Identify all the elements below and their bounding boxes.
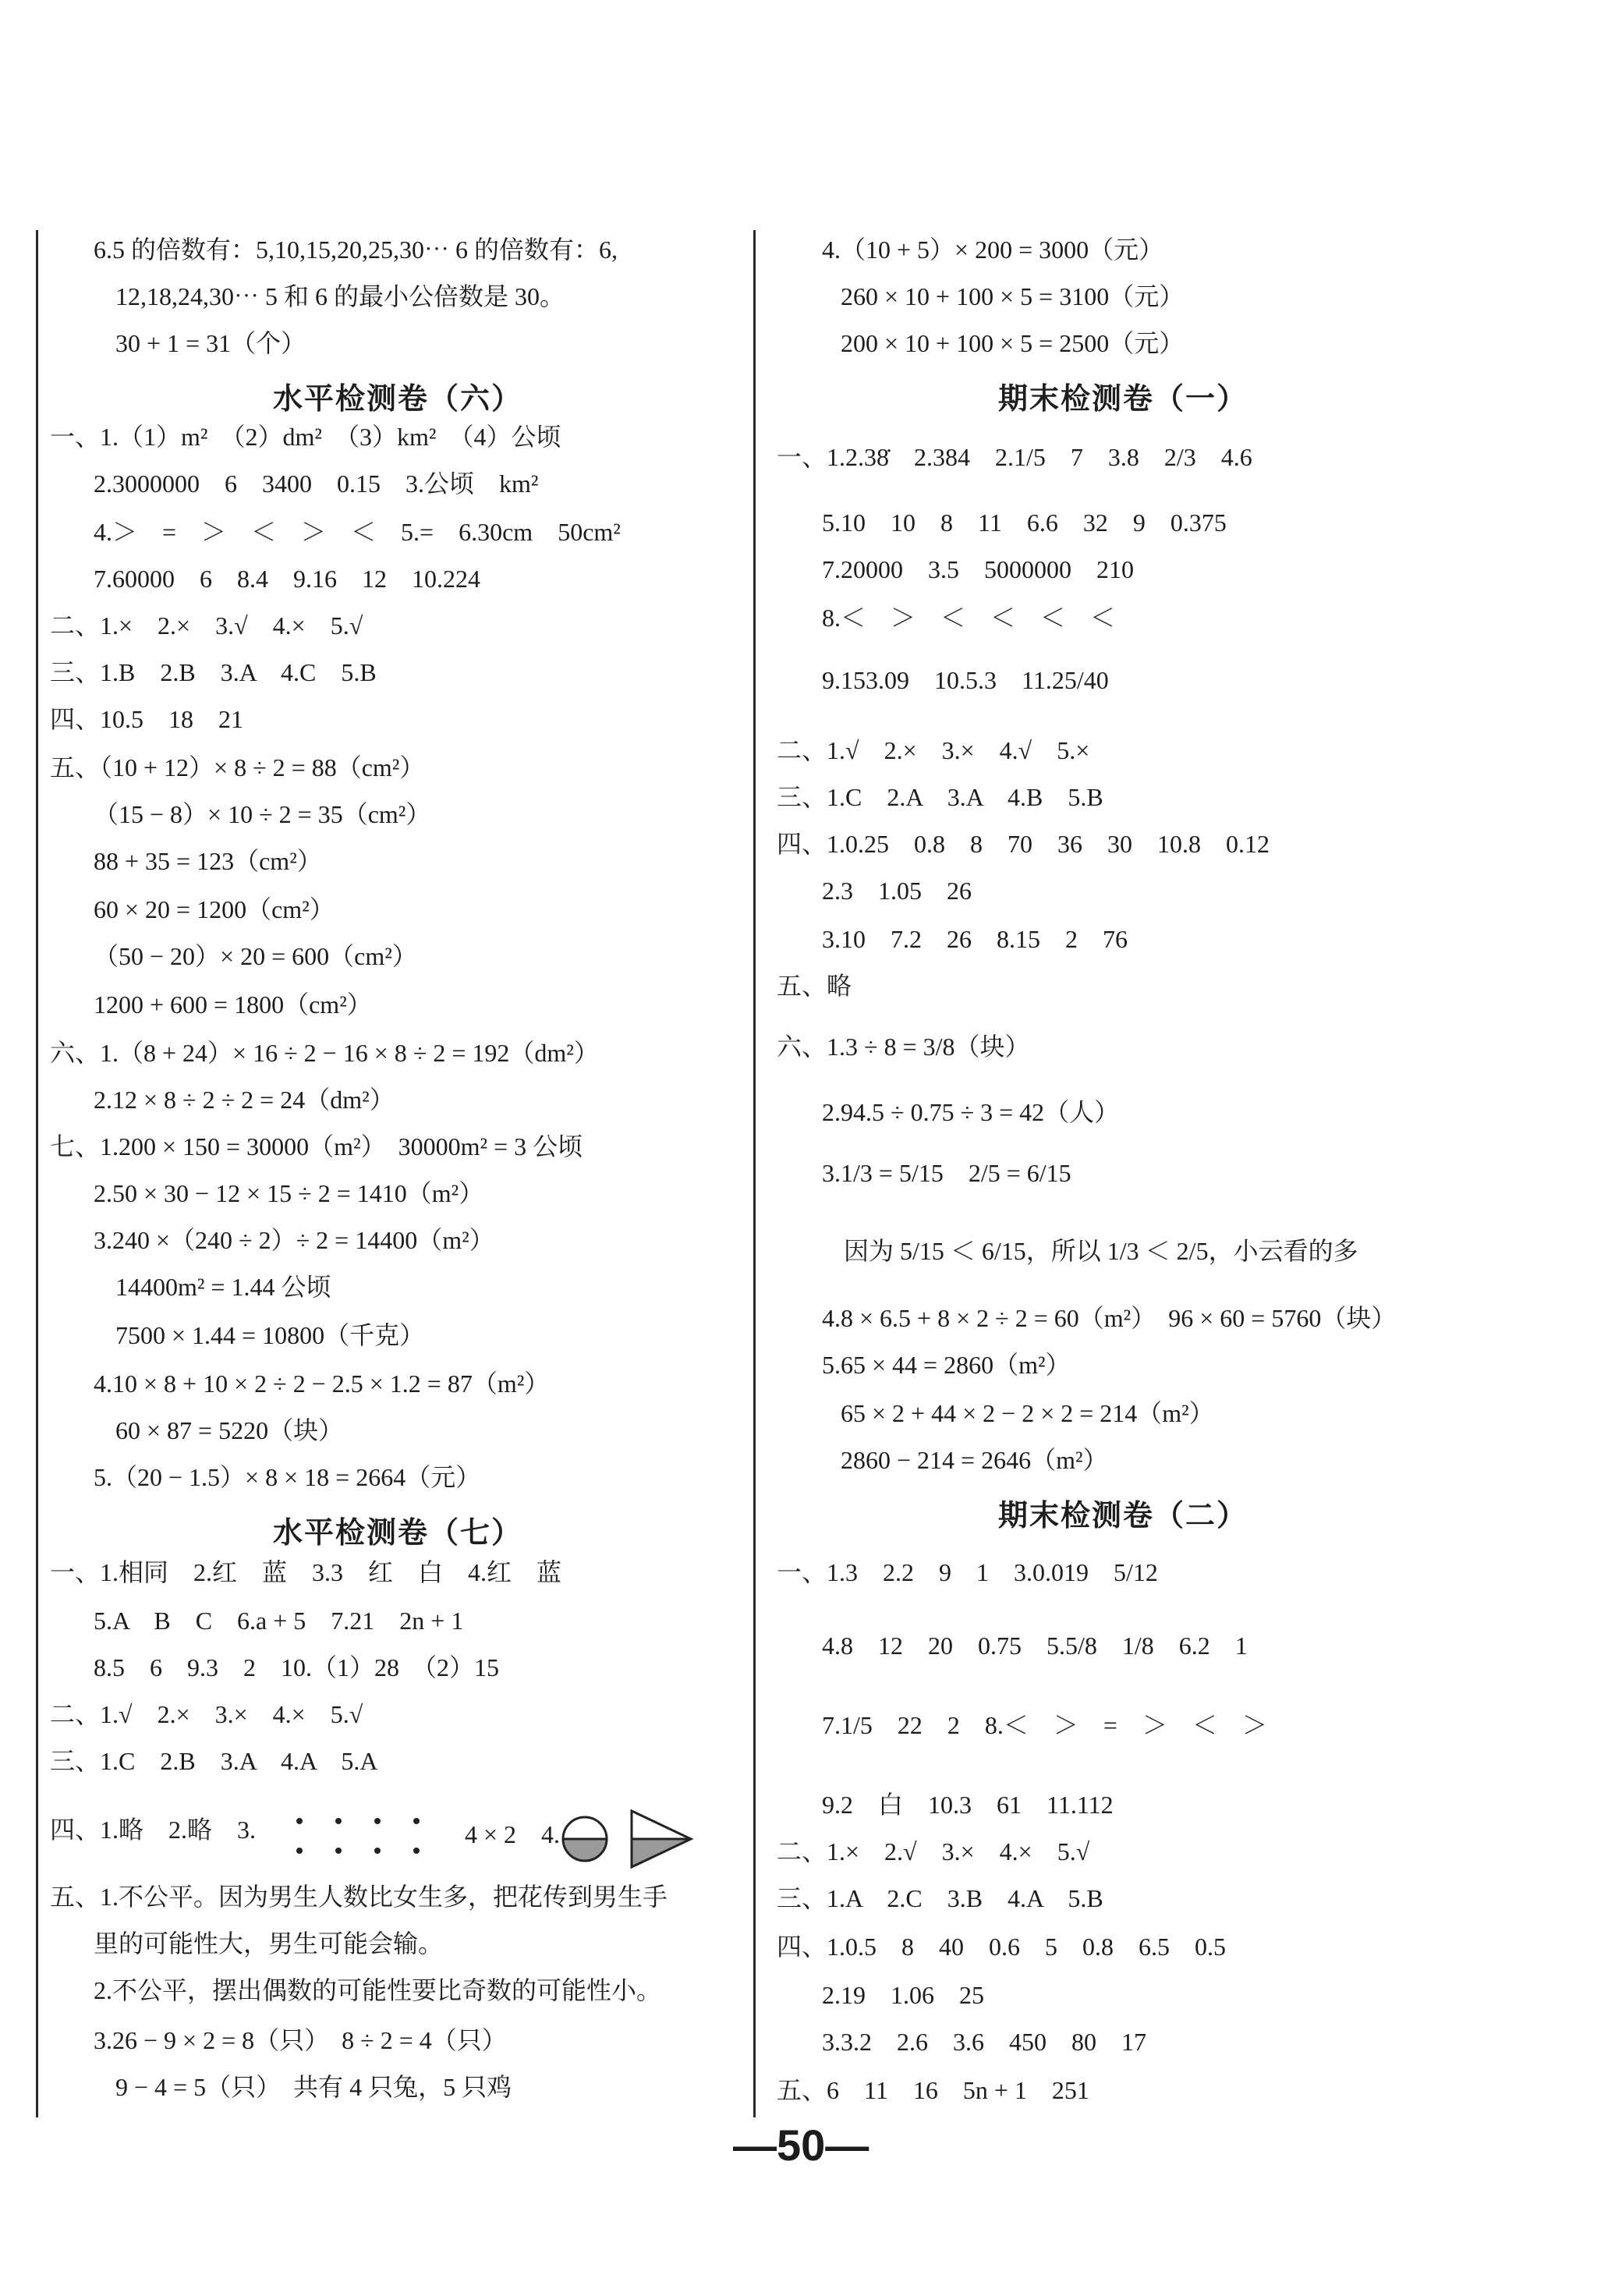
left-answer-line: 五、1.不公平。因为男生人数比女生多，把花传到男生手 <box>50 1883 668 1911</box>
left-answer-line: 7500 × 1.44 = 10800（千克） <box>115 1321 425 1349</box>
shaded-circle-figure <box>560 1814 610 1864</box>
left-answer-line: 8.5 6 9.3 2 10.（1）28 （2）15 <box>94 1653 500 1681</box>
right-answer-line: 三、1.A 2.C 3.B 4.A 5.B <box>777 1884 1103 1912</box>
left-answer-line: 五、（10 + 12）× 8 ÷ 2 = 88（cm²） <box>50 753 425 781</box>
left-answer-line: 4 × 2 4. <box>465 1820 561 1848</box>
right-answer-line: 5.10 10 8 11 6.6 32 9 0.375 <box>822 508 1227 537</box>
right-answer-line: 9.153.09 10.5.3 11.25/40 <box>822 666 1109 694</box>
left-section-heading: 水平检测卷（七） <box>273 1515 523 1550</box>
left-answer-line: 2.不公平，摆出偶数的可能性要比奇数的可能性小。 <box>94 1976 662 2004</box>
left-answer-line: 4.10 × 8 + 10 × 2 ÷ 2 − 2.5 × 1.2 = 87（m²） <box>94 1369 550 1398</box>
left-answer-line: 3.240 ×（240 ÷ 2）÷ 2 = 14400（m²） <box>94 1226 494 1254</box>
right-answer-line: 3.10 7.2 26 8.15 2 76 <box>822 925 1128 953</box>
right-answer-line: 5.65 × 44 = 2860（m²） <box>822 1351 1071 1379</box>
left-answer-line: 5.A B C 6.a + 5 7.21 2n + 1 <box>94 1607 464 1635</box>
right-answer-line: 3.3.2 2.6 3.6 450 80 17 <box>822 2028 1147 2056</box>
left-answer-line: 12,18,24,30⋯ 5 和 6 的最小公倍数是 30。 <box>115 282 565 310</box>
right-answer-line: 2860 − 214 = 2646（m²） <box>841 1446 1108 1474</box>
left-answer-line: 里的可能性大，男生可能会输。 <box>94 1929 444 1958</box>
right-answer-line: 六、1.3 ÷ 8 = 3/8（块） <box>777 1033 1030 1061</box>
left-answer-line: 30 + 1 = 31（个） <box>115 329 306 357</box>
left-answer-line: 四、10.5 18 21 <box>50 705 244 733</box>
dot-pattern-figure <box>293 1813 449 1860</box>
right-answer-line: 9.2 白 10.3 61 11.112 <box>822 1791 1114 1819</box>
shaded-triangle-figure <box>629 1808 694 1870</box>
right-answer-line: 200 × 10 + 100 × 5 = 2500（元） <box>841 329 1185 357</box>
left-section-heading: 水平检测卷（六） <box>273 381 523 416</box>
right-answer-line: 260 × 10 + 100 × 5 = 3100（元） <box>841 282 1185 310</box>
right-answer-line: 四、1.0.5 8 40 0.6 5 0.8 6.5 0.5 <box>777 1933 1227 1961</box>
right-answer-line: 五、略 <box>777 972 852 1000</box>
left-answer-line: 88 + 35 = 123（cm²） <box>94 847 322 875</box>
left-answer-line: 二、1.× 2.× 3.√ 4.× 5.√ <box>50 611 363 640</box>
left-answer-line: 3.26 − 9 × 2 = 8（只） 8 ÷ 2 = 4（只） <box>94 2026 507 2054</box>
right-answer-line: 五、6 11 16 5n + 1 251 <box>777 2076 1089 2104</box>
right-answer-line: 二、1.√ 2.× 3.× 4.√ 5.× <box>777 736 1090 764</box>
left-answer-line: 二、1.√ 2.× 3.× 4.× 5.√ <box>50 1700 363 1728</box>
right-answer-line: 二、1.× 2.√ 3.× 4.× 5.√ <box>777 1837 1090 1866</box>
left-answer-line: 5.（20 − 1.5）× 8 × 18 = 2664（元） <box>94 1463 481 1491</box>
left-answer-line: 四、1.略 2.略 3. <box>50 1816 257 1844</box>
left-answer-line: 4.＞ = ＞ ＜ ＞ ＜ 5.= 6.30cm 50cm² <box>94 518 621 546</box>
left-answer-line: 60 × 20 = 1200（cm²） <box>94 895 335 923</box>
right-section-heading: 期末检测卷（一） <box>998 381 1248 416</box>
left-answer-line: （50 − 20）× 20 = 600（cm²） <box>94 942 417 970</box>
left-answer-line: 三、1.B 2.B 3.A 4.C 5.B <box>50 658 377 686</box>
right-answer-line: 4.（10 + 5）× 200 = 3000（元） <box>822 236 1164 264</box>
right-answer-line: 四、1.0.25 0.8 8 70 36 30 10.8 0.12 <box>777 830 1270 858</box>
right-answer-line: 4.8 × 6.5 + 8 × 2 ÷ 2 = 60（m²） 96 × 60 = 5760（块） <box>822 1304 1397 1332</box>
left-answer-line: 2.3000000 6 3400 0.15 3.公顷 km² <box>94 469 539 498</box>
right-section-heading: 期末检测卷（二） <box>998 1498 1248 1532</box>
right-answer-line: 7.20000 3.5 5000000 210 <box>822 555 1135 583</box>
right-answer-line: 8.＜ ＞ ＜ ＜ ＜ ＜ <box>822 604 1116 632</box>
right-answer-line: 2.3 1.05 26 <box>822 877 972 905</box>
page-number: —50— <box>733 2121 869 2170</box>
right-answer-line: 65 × 2 + 44 × 2 − 2 × 2 = 214（m²） <box>841 1399 1214 1427</box>
right-answer-line: 3.1/3 = 5/15 2/5 = 6/15 <box>822 1159 1071 1187</box>
right-answer-line: 因为 5/15 ＜ 6/15，所以 1/3 ＜ 2/5，小云看的多 <box>844 1237 1358 1265</box>
left-answer-line: （15 − 8）× 10 ÷ 2 = 35（cm²） <box>94 800 431 828</box>
left-answer-line: 14400m² = 1.44 公顷 <box>115 1273 331 1301</box>
left-answer-line: 2.50 × 30 − 12 × 15 ÷ 2 = 1410（m²） <box>94 1179 484 1207</box>
left-answer-line: 2.12 × 8 ÷ 2 ÷ 2 = 24（dm²） <box>94 1086 395 1114</box>
left-answer-line: 七、1.200 × 150 = 30000（m²） 30000m² = 3 公顷 <box>50 1132 583 1160</box>
right-answer-line: 三、1.C 2.A 3.A 4.B 5.B <box>777 783 1103 811</box>
right-answer-line: 一、1.2.38̇ 2.384 2.1/5 7 3.8 2/3 4.6 <box>777 443 1252 471</box>
left-answer-line: 三、1.C 2.B 3.A 4.A 5.A <box>50 1747 378 1775</box>
left-answer-line: 1200 + 600 = 1800（cm²） <box>94 990 372 1019</box>
left-answer-line: 7.60000 6 8.4 9.16 12 10.224 <box>94 565 481 593</box>
right-answer-line: 2.94.5 ÷ 0.75 ÷ 3 = 42（人） <box>822 1098 1120 1126</box>
left-margin-line <box>36 230 38 2117</box>
left-answer-line: 9 − 4 = 5（只） 共有 4 只兔，5 只鸡 <box>115 2073 512 2101</box>
left-answer-line: 一、1.（1）m² （2）dm² （3）km² （4）公顷 <box>50 423 561 451</box>
right-answer-line: 一、1.3 2.2 9 1 3.0.019 5/12 <box>777 1558 1158 1586</box>
right-answer-line: 4.8 12 20 0.75 5.5/8 1/8 6.2 1 <box>822 1632 1248 1660</box>
left-answer-line: 六、1.（8 + 24）× 16 ÷ 2 − 16 × 8 ÷ 2 = 192（dm²） <box>50 1039 599 1067</box>
right-answer-line: 7.1/5 22 2 8.＜ ＞ = ＞ ＜ ＞ <box>822 1711 1267 1739</box>
right-answer-line: 2.19 1.06 25 <box>822 1981 985 2009</box>
left-answer-line: 一、1.相同 2.红 蓝 3.3 红 白 4.红 蓝 <box>50 1558 562 1586</box>
left-answer-line: 60 × 87 = 5220（块） <box>115 1416 344 1444</box>
left-answer-line: 6.5 的倍数有：5,10,15,20,25,30⋯ 6 的倍数有：6, <box>94 236 618 264</box>
column-divider <box>753 230 756 2117</box>
